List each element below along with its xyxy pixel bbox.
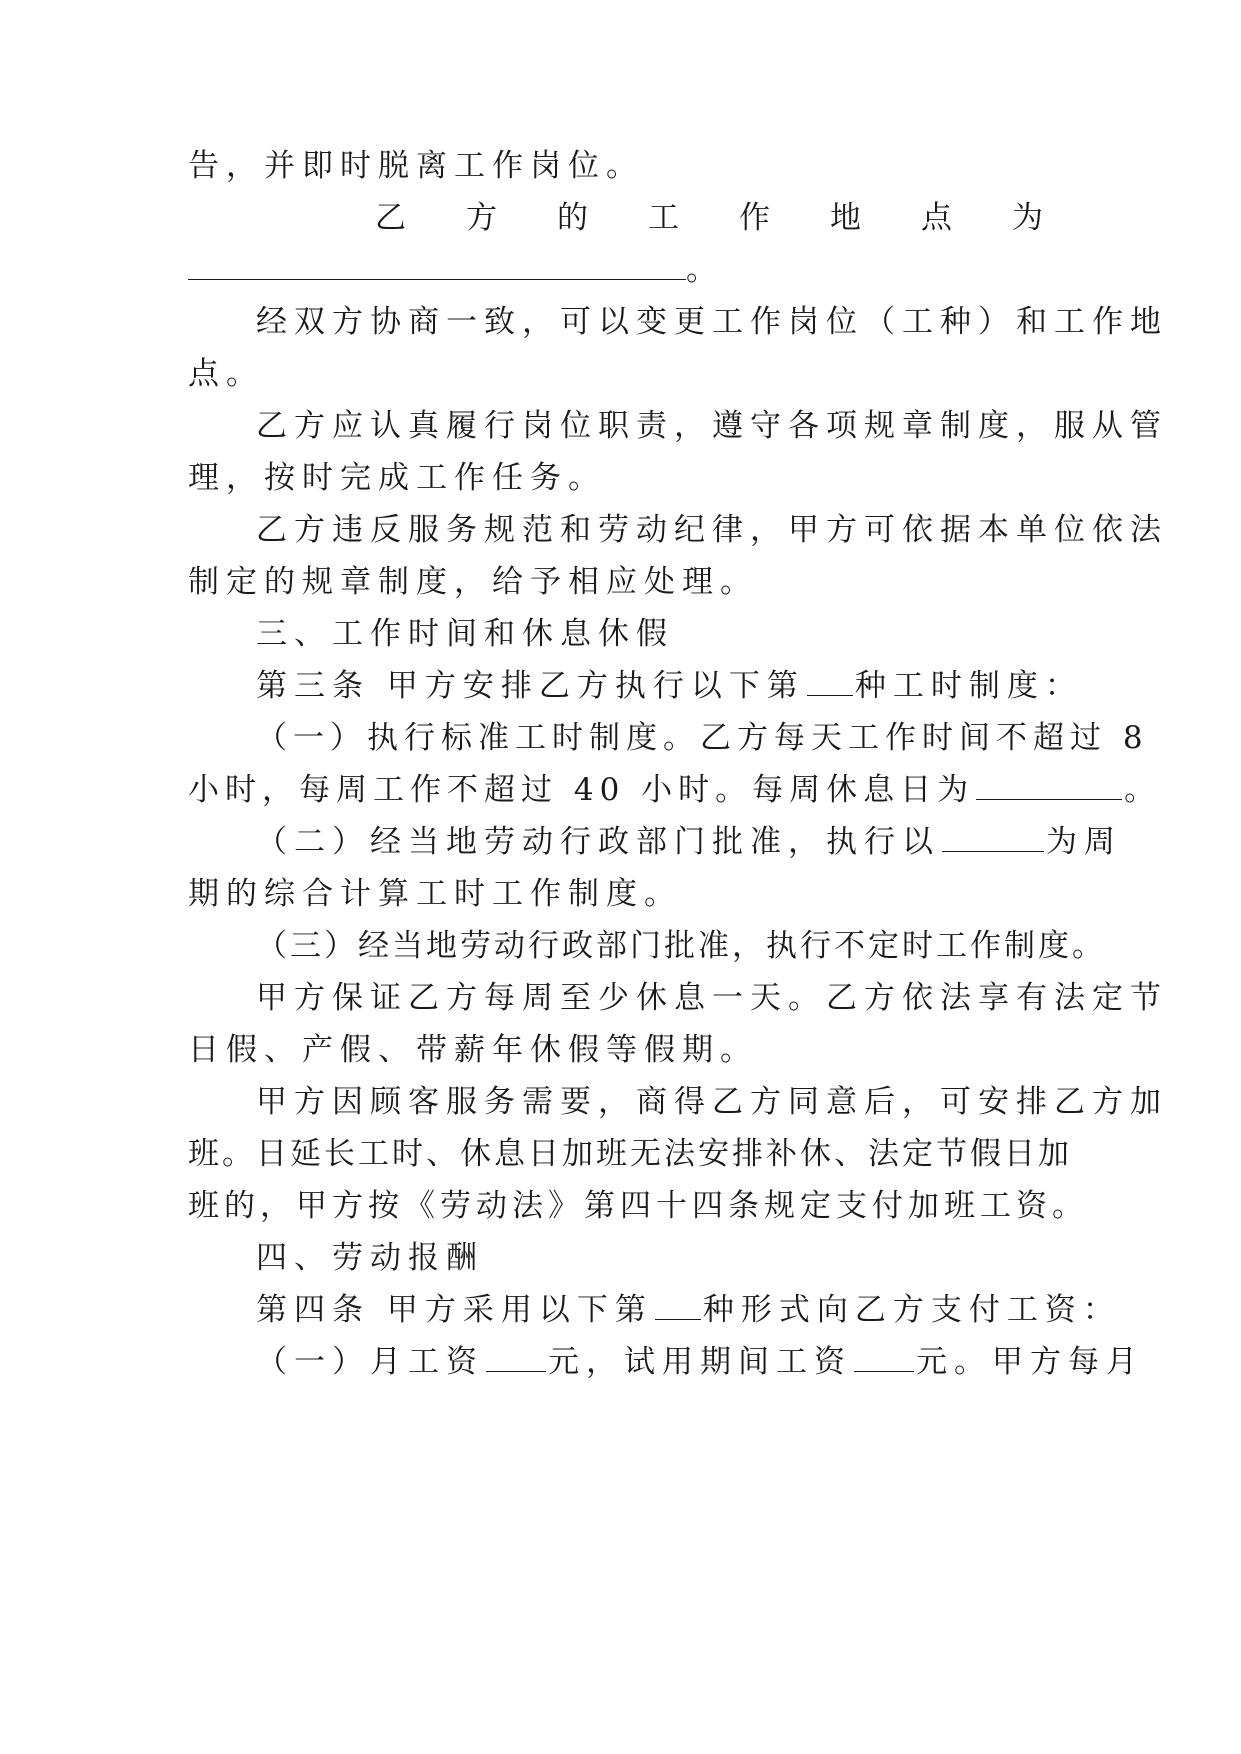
blank-field[interactable]: [188, 253, 686, 280]
blank-field[interactable]: [976, 773, 1122, 800]
text-line: 理，按时完成工作任务。: [188, 460, 606, 496]
text-fragment: 小时，每周工作不超过 40 小时。每周休息日为: [188, 772, 975, 808]
text-line: [256, 1342, 1144, 1382]
work-location-blank-line: [188, 250, 1046, 290]
blank-field[interactable]: [942, 825, 1044, 852]
text-fragment: 种形式向乙方支付工资：: [702, 1292, 1121, 1328]
blank-field[interactable]: [854, 1345, 914, 1372]
text-fragment: 元，试用期间工资: [548, 1344, 852, 1380]
text-line: 制定的规章制度，给予相应处理。: [188, 564, 758, 600]
article-line: [256, 1290, 1121, 1330]
text-line: 期的综合计算工时工作制度。: [188, 876, 682, 912]
text-line: （一）执行标准工时制度。乙方每天工作时间不超过 8: [256, 720, 1149, 756]
blank-field[interactable]: [655, 1293, 701, 1320]
work-location-text: 乙方的工作地点为: [375, 200, 1103, 236]
section-heading: 四、劳动报酬: [256, 1240, 484, 1276]
text-line: （三）经当地劳动行政部门批准，执行不定时工作制度。: [256, 928, 1106, 964]
text-line: 经双方协商一致，可以变更工作岗位（工种）和工作地: [256, 304, 1168, 340]
text-line: 班的，甲方按《劳动法》第四十四条规定支付加班工资。: [188, 1188, 1088, 1224]
text-line: [188, 770, 1162, 810]
text-fragment: 元。甲方每月: [916, 1344, 1144, 1380]
blank-field[interactable]: [807, 669, 853, 696]
article-line: [256, 666, 1083, 706]
text-line: 点。: [188, 356, 264, 392]
text-line: 乙方应认真履行岗位职责，遵守各项规章制度，服从管: [256, 408, 1168, 444]
text-fragment: 。: [686, 252, 717, 288]
text-fragment: 为周: [1046, 824, 1122, 860]
text-line: 告，并即时脱离工作岗位。: [188, 148, 644, 184]
text-line: 日假、产假、带薪年休假等假期。: [188, 1032, 758, 1068]
text-fragment: 第三条 甲方安排乙方执行以下第: [256, 668, 805, 704]
text-fragment: （二）经当地劳动行政部门批准，执行以: [256, 824, 940, 860]
text-line: 甲方保证乙方每周至少休息一天。乙方依法享有法定节: [256, 980, 1168, 1016]
text-line: 乙方违反服务规范和劳动纪律，甲方可依据本单位依法: [256, 512, 1168, 548]
text-fragment: 。: [1124, 772, 1162, 808]
blank-field[interactable]: [486, 1345, 546, 1372]
work-location-heading: [375, 198, 1103, 238]
text-fragment: 种工时制度：: [854, 668, 1083, 704]
section-heading: 三、工作时间和休息休假: [256, 616, 674, 652]
text-fragment: 第四条 甲方采用以下第: [256, 1292, 653, 1328]
text-line: [256, 822, 1122, 862]
text-line: 甲方因顾客服务需要，商得乙方同意后，可安排乙方加: [256, 1084, 1168, 1120]
text-line: 班。日延长工时、休息日加班无法安排补休、法定节假日加: [188, 1136, 1072, 1172]
text-fragment: （一）月工资: [256, 1344, 484, 1380]
